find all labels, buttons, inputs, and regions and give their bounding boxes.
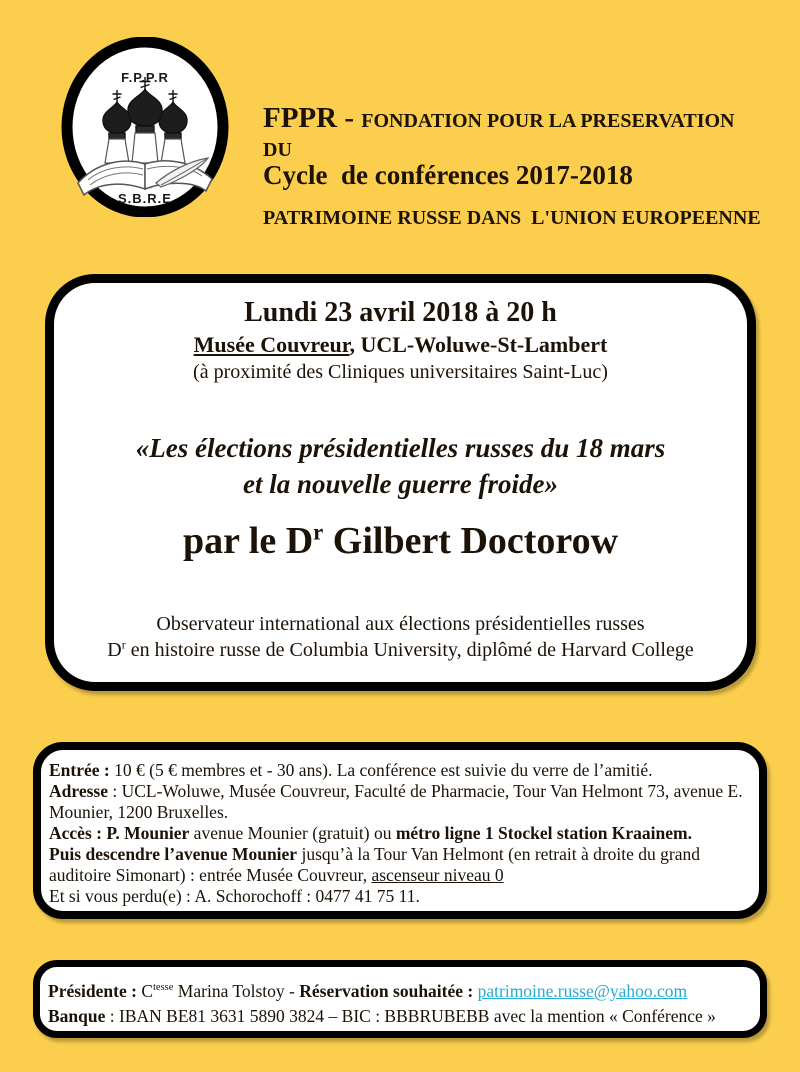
presidente-line xyxy=(48,979,748,1004)
banque-line xyxy=(48,1004,748,1029)
text-segment: Accès : P. Mounier xyxy=(49,823,190,843)
text-segment: FPPR - xyxy=(263,101,362,134)
org-name-line-1 xyxy=(263,100,768,164)
text-segment: ascenseur niveau 0 xyxy=(371,865,504,885)
text-segment: par le D xyxy=(182,519,314,562)
text-segment: tesse xyxy=(153,982,174,994)
entree-line xyxy=(49,760,747,781)
event-venue-line xyxy=(54,332,747,358)
text-segment: avenue Mounier (gratuit) ou xyxy=(189,823,396,843)
text-segment: Marina Tolstoy - xyxy=(173,981,300,1001)
event-proximity-line: (à proximité des Cliniques universitaires Saint-Luc) xyxy=(193,361,608,383)
text-segment: , UCL-Woluwe-St-Lambert xyxy=(349,332,608,357)
practical-info-box xyxy=(33,742,767,919)
text-segment: métro ligne 1 Stockel station Kraainem. xyxy=(395,823,692,843)
contact-box xyxy=(33,960,767,1038)
text-segment: Présidente : xyxy=(48,981,142,1001)
text-segment: r xyxy=(313,519,324,545)
fppr-logo xyxy=(60,37,230,217)
acces-line xyxy=(49,823,747,886)
logo-top-label: F.P.P.R xyxy=(121,70,169,85)
text-segment: en histoire russe de Columbia University, diplômé de Harvard College xyxy=(125,638,694,661)
talk-title-line-2: et la nouvelle guerre froide» xyxy=(243,469,558,500)
speaker-bio-line-1: Observateur international aux élections présidentielles russes xyxy=(156,612,645,635)
event-box xyxy=(45,274,756,691)
talk-title-line-1: «Les élections présidentielles russes du 18 mars xyxy=(135,433,666,463)
org-name-line-2: PATRIMOINE RUSSE DANS L'UNION EUROPEENNE xyxy=(263,206,761,229)
lost-line: Et si vous perdu(e) : A. Schorochoff : 0477 41 75 11. xyxy=(49,886,420,906)
cycle-line: Cycle de conférences 2017-2018 xyxy=(263,160,633,190)
logo-bottom-label: S.B.R.E xyxy=(118,191,172,206)
text-segment: Réservation souhaitée : xyxy=(299,981,478,1001)
text-segment: Puis descendre l’avenue Mounier xyxy=(49,844,298,864)
text-segment: : UCL-Woluwe, Musée Couvreur, Faculté de Pharmacie, Tour Van Helmont 73, avenue E. Mounier, 1200 Bruxelles. xyxy=(49,781,743,822)
text-segment: Musée Couvreur xyxy=(193,332,350,357)
email-link[interactable]: patrimoine.russe@yahoo.com xyxy=(477,981,688,1001)
talk-title xyxy=(54,430,747,503)
text-segment: Gilbert Doctorow xyxy=(323,519,619,562)
text-segment: jusqu’à la Tour Van Helmont (en retrait à droite du grand auditoire Simonart) : entrée Musée Couvreur, xyxy=(49,844,701,885)
text-segment: r xyxy=(121,637,126,652)
text-segment: Banque xyxy=(48,1006,106,1027)
speaker-bio-line-2 xyxy=(54,637,747,663)
text-segment: FONDATION POUR LA PRESERVATION DU xyxy=(263,109,740,162)
speaker-bio xyxy=(54,611,747,663)
text-segment: Adresse xyxy=(49,781,108,801)
adresse-line xyxy=(49,781,747,823)
event-date-line: Lundi 23 avril 2018 à 20 h xyxy=(244,297,557,328)
speaker-line xyxy=(54,519,747,563)
text-segment: D xyxy=(107,638,122,661)
text-segment: C xyxy=(141,981,153,1001)
text-segment: : IBAN BE81 3631 5890 3824 – BIC : BBBRUBEBB avec la mention « Conférence » xyxy=(105,1006,716,1027)
text-segment: 10 € (5 € membres et - 30 ans). La conférence est suivie du verre de l’amitié. xyxy=(114,760,653,780)
text-segment: Entrée : xyxy=(49,760,115,780)
